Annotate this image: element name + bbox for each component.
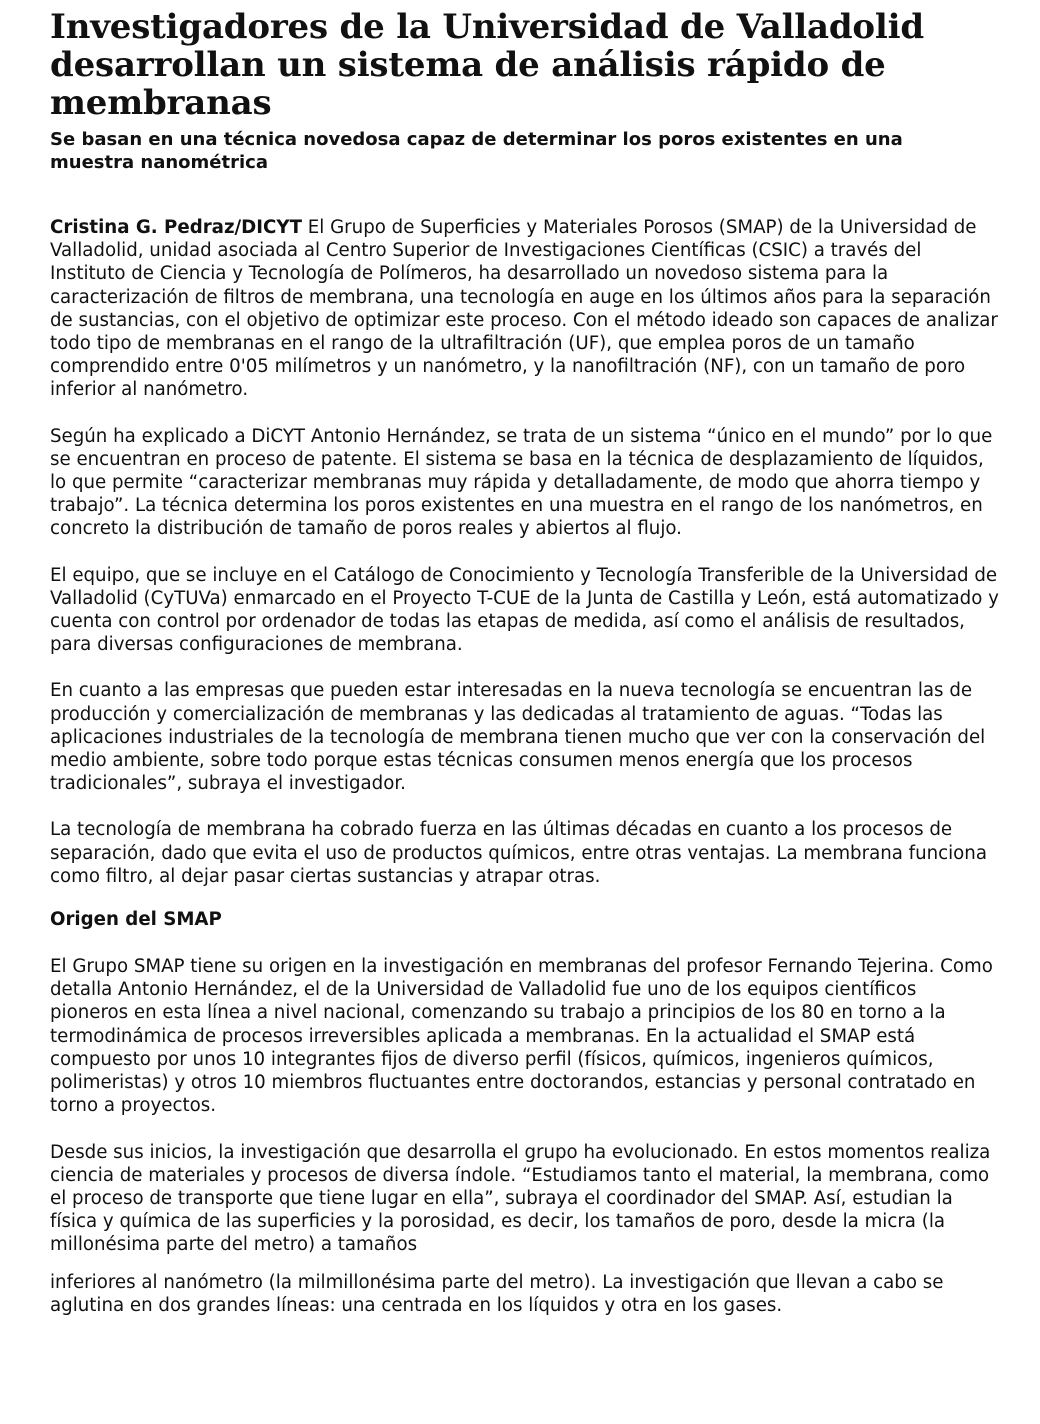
- article-byline: Cristina G. Pedraz/DICYT: [50, 217, 302, 238]
- article-paragraph: Según ha explicado a DiCYT Antonio Hernández, se trata de un sistema “único en el mundo” por lo que se encuentran en proceso de patente. El sistema se basa en la técnica de desplazamiento de líquidos, lo que permite “caracterizar membranas muy rápida y detalladamente, de modo que ahorra tiempo y trabajo”. La técnica determina los poros existentes en una muestra en el rango de los nanómetros, en concreto la distribución de tamaño de poros reales y abiertos al flujo.: [50, 425, 993, 540]
- section-paragraph: inferiores al nanómetro (la milmillonésima parte del metro). La investigación que llevan a cabo se aglutina en dos grandes líneas: una centrada en los líquidos y otra en los gases.: [50, 1271, 944, 1316]
- article-paragraph: La tecnología de membrana ha cobrado fuerza en las últimas décadas en cuanto a los procesos de separación, dado que evita el uso de productos químicos, entre otras ventajas. La membrana funciona como filtro, al dejar pasar ciertas sustancias y atrapar otras.: [50, 819, 987, 887]
- article-subheadline: Se basan en una técnica novedosa capaz de determinar los poros existentes en una muestra nanométrica: [50, 129, 903, 173]
- section-paragraph: Desde sus inicios, la investigación que desarrolla el grupo ha evolucionado. En estos momentos realiza ciencia de materiales y procesos de diversa índole. “Estudiamos tanto el material, la membrana, como el proceso de transporte que tiene lugar en ella”, subraya el coordinador del SMAP. Así, estudian la física y química de las superficies y la porosidad, es decir, los tamaños de poro, desde la micra (la millonésima parte del metro) a tamaños: [50, 1141, 991, 1256]
- article-paragraph: En cuanto a las empresas que pueden estar interesadas en la nueva tecnología se encuentran las de producción y comercialización de membranas y las dedicadas al tratamiento de aguas. “Todas las aplicaciones industriales de la tecnología de membrana tienen mucho que ver con la conservación del medio ambiente, sobre todo porque estas técnicas consumen menos energía que los procesos tradicionales”, subraya el investigador.: [50, 680, 986, 795]
- article-paragraph-text: El Grupo de Superficies y Materiales Porosos (SMAP) de la Universidad de Valladolid, unidad asociada al Centro Superior de Investigaciones Científicas (CSIC) a través del Instituto de Ciencia y Tecnología de Polímeros, ha desarrollado un novedoso sistema para la caracterización de filtros de membrana, una tecnología en auge en los últimos años para la separación de sustancias, con el objetivo de optimizar este proceso. Con el método ideado son capaces de analizar todo tipo de membranas en el rango de la ultrafiltración (UF), que emplea poros de un tamaño comprendido entre 0'05 milímetros y un nanómetro, y la nanofiltración (NF), con un tamaño de poro inferior al nanómetro.: [50, 217, 998, 401]
- article: [50, 8, 1000, 1317]
- section-paragraph: El Grupo SMAP tiene su origen en la investigación en membranas del profesor Fernando Tejerina. Como detalla Antonio Hernández, el de la Universidad de Valladolid fue uno de los equipos científicos pioneros en esta línea a nivel nacional, comenzando su trabajo a principios de los 80 en torno a la termodinámica de procesos irreversibles aplicada a membranas. En la actualidad el SMAP está compuesto por unos 10 integrantes fijos de diverso perfil (físicos, químicos, ingenieros químicos, polimeristas) y otros 10 miembros fluctuantes entre doctorandos, estancias y personal contratado en torno a proyectos.: [50, 956, 993, 1117]
- article-headline: Investigadores de la Universidad de Valladolid desarrollan un sistema de análisis rápido de membranas: [50, 7, 924, 123]
- section-heading: Origen del SMAP: [50, 909, 222, 931]
- article-paragraph: [50, 216, 1000, 402]
- article-paragraph: El equipo, que se incluye en el Catálogo de Conocimiento y Tecnología Transferible de la Universidad de Valladolid (CyTUVa) enmarcado en el Proyecto T-CUE de la Junta de Castilla y León, está automatizado y cuenta con control por ordenador de todas las etapas de medida, así como el análisis de resultados, para diversas configuraciones de membrana.: [50, 564, 999, 656]
